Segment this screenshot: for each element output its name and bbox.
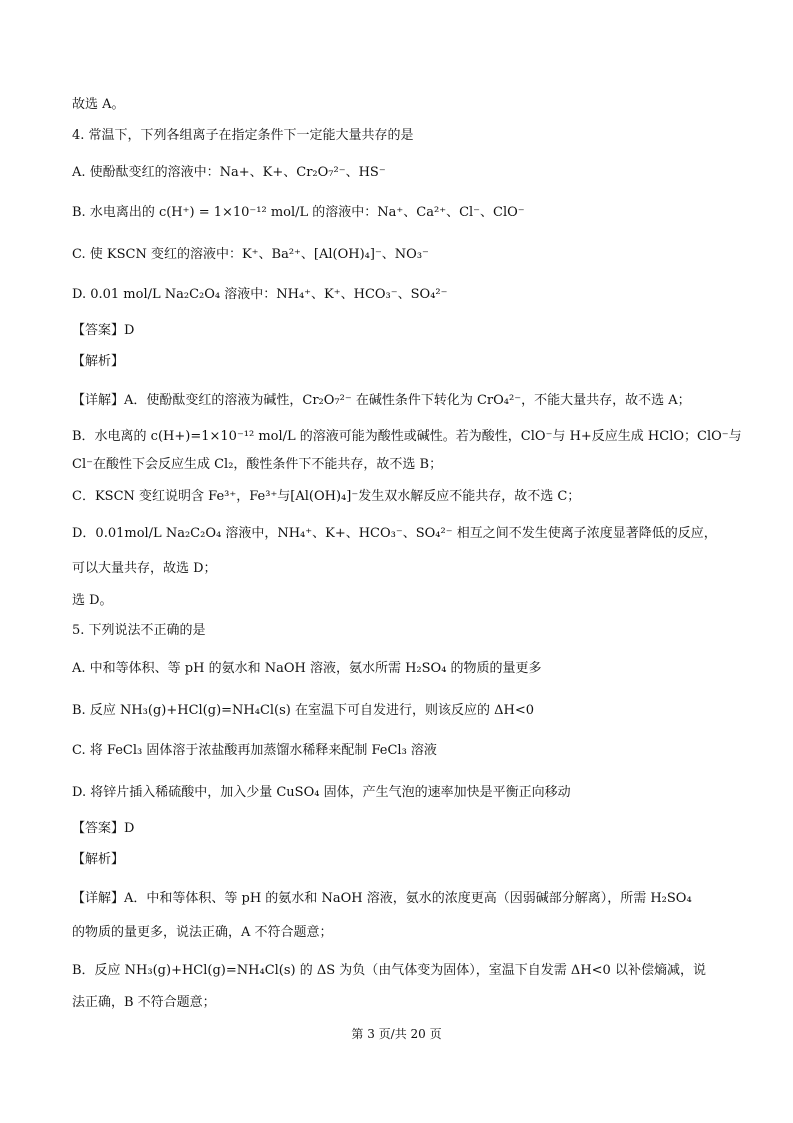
text-line: 【解析】 [72,852,125,867]
text-line: 可以大量共存，故选 D； [72,561,217,576]
text-line: 的物质的量更多，说法正确，A 不符合题意； [72,925,333,940]
text-line: D. 0.01 mol/L Na₂C₂O₄ 溶液中：NH₄⁺、K⁺、HCO₃⁻、SO₄²⁻ [72,287,448,302]
text-line: B．水电离的 c(H+)=1×10⁻¹² mol/L 的溶液可能为酸性或碱性。若为酸性，ClO⁻与 H+反应生成 HClO；ClO⁻与 [72,429,742,444]
text-line: 故选 A。 [72,97,125,112]
text-line: 4. 常温下，下列各组离子在指定条件下一定能大量共存的是 [72,128,414,143]
text-line: 法正确，B 不符合题意； [72,995,216,1010]
text-line: C. 将 FeCl₃ 固体溶于浓盐酸再加蒸馏水稀释来配制 FeCl₃ 溶液 [72,743,437,758]
text-line: 【答案】D [72,323,135,338]
text-line: A. 使酚酞变红的溶液中：Na+、K+、Cr₂O₇²⁻、HS⁻ [72,165,386,180]
text-line: D. 将锌片插入稀硫酸中，加入少量 CuSO₄ 固体，产生气泡的速率加快是平衡正向移动 [72,785,571,800]
text-line: D．0.01mol/L Na₂C₂O₄ 溶液中，NH₄⁺、K+、HCO₃⁻、SO₄²⁻ 相互之间不发生使离子浓度显著降低的反应， [72,526,717,541]
text-line: 选 D。 [72,593,113,608]
text-line: Cl⁻在酸性下会反应生成 Cl₂，酸性条件下不能共存，故不选 B； [72,457,443,472]
text-line: A. 中和等体积、等 pH 的氨水和 NaOH 溶液，氨水所需 H₂SO₄ 的物质的量更多 [72,661,542,676]
text-line: 5. 下列说法不正确的是 [72,623,206,638]
text-line: 【答案】D [72,821,135,836]
text-line: B．反应 NH₃(g)+HCl(g)=NH₄Cl(s) 的 ΔS 为负（由气体变为固体），室温下自发需 ΔH<0 以补偿熵减，说 [72,963,706,978]
text-line: 【详解】A．中和等体积、等 pH 的氨水和 NaOH 溶液，氨水的浓度更高（因弱碱部分解离），所需 H₂SO₄ [72,891,692,906]
text-line: B. 反应 NH₃(g)+HCl(g)=NH₄Cl(s) 在室温下可自发进行，则该反应的 ΔH<0 [72,703,535,718]
text-line: 【详解】A．使酚酞变红的溶液为碱性，Cr₂O₇²⁻ 在碱性条件下转化为 CrO₄²⁻，不能大量共存，故不选 A； [72,393,691,408]
text-line: B. 水电离出的 c(H⁺) = 1×10⁻¹² mol/L 的溶液中：Na⁺、Ca²⁺、Cl⁻、ClO⁻ [72,205,525,220]
text-line: 【解析】 [72,354,125,369]
text-line: C．KSCN 变红说明含 Fe³⁺，Fe³⁺与[Al(OH)₄]⁻发生双水解反应不能共存，故不选 C； [72,489,581,504]
text-line: C. 使 KSCN 变红的溶液中：K⁺、Ba²⁺、[Al(OH)₄]⁻、NO₃⁻ [72,247,429,262]
page-footer: 第 3 页/共 20 页 [351,1027,442,1041]
